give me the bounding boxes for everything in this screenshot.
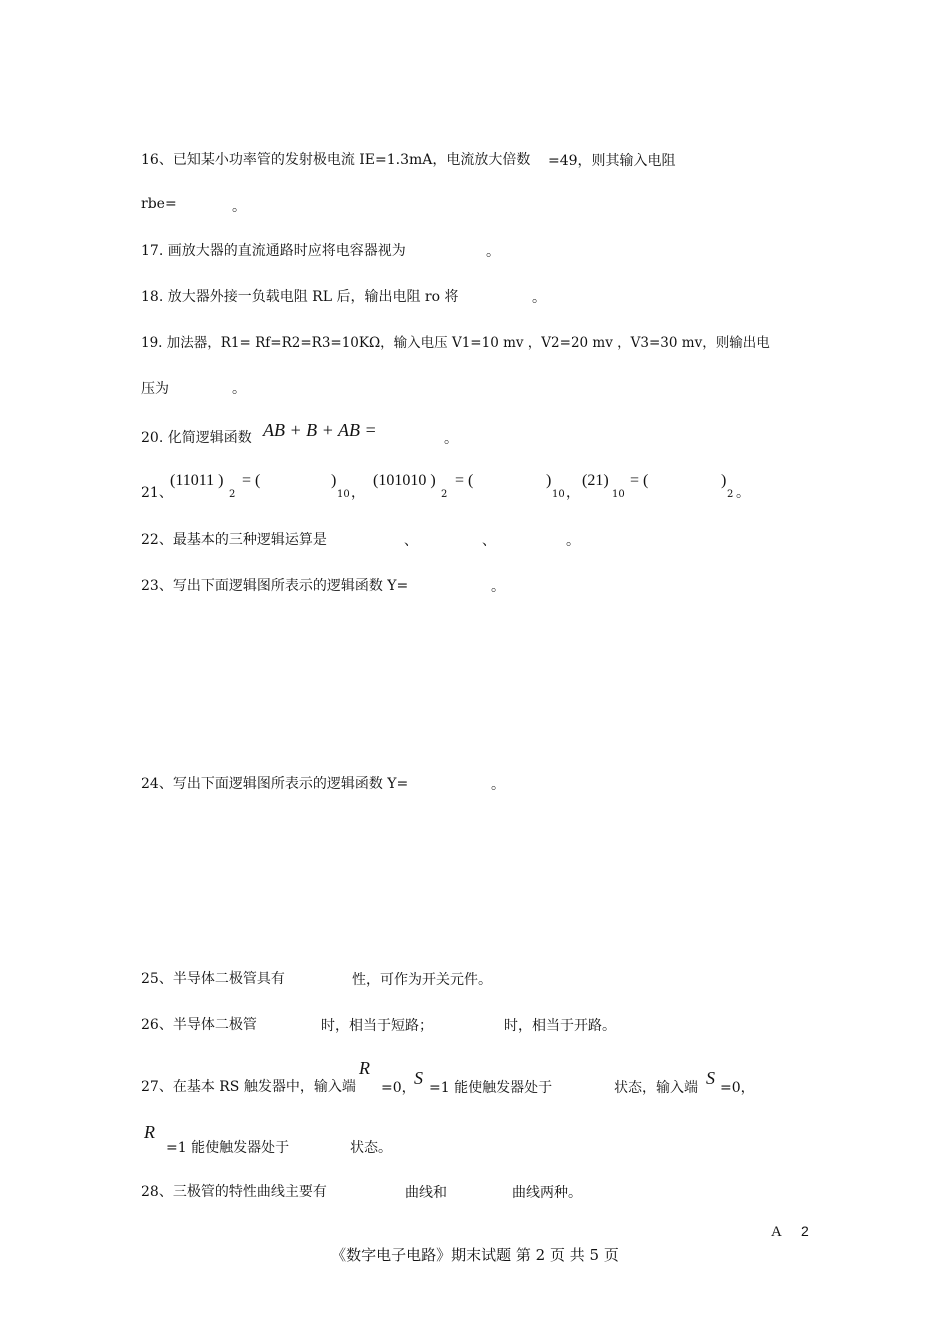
q27-text-f: =1 能使触发器处于 bbox=[166, 1140, 290, 1156]
q27-text-g: 状态。 bbox=[350, 1140, 392, 1156]
q27-text-e: =0， bbox=[720, 1080, 755, 1096]
question-24: 24、写出下面逻辑图所表示的逻辑函数 Y= bbox=[141, 776, 409, 792]
q20-expression: AB + B + AB = bbox=[263, 420, 377, 440]
q21-close-1: ) bbox=[331, 472, 337, 489]
q21-period: 。 bbox=[736, 485, 750, 501]
q21-prefix: 21、 bbox=[141, 485, 173, 501]
q27-text-c: =1 能使触发器处于 bbox=[429, 1080, 553, 1096]
var-r-2: R bbox=[144, 1122, 155, 1142]
question-28: 28、三极管的特性曲线主要有 bbox=[141, 1184, 327, 1200]
var-s-2: S bbox=[706, 1068, 715, 1088]
q20-period: 。 bbox=[444, 431, 458, 447]
q21-number-2: (101010 ) bbox=[373, 472, 436, 489]
q21-close-3: ) bbox=[721, 472, 727, 489]
q18-period: 。 bbox=[532, 290, 546, 306]
question-16 bbox=[141, 150, 530, 170]
q24-period: 。 bbox=[491, 777, 505, 793]
q21-eq-1: = ( bbox=[242, 472, 261, 489]
question-19: 19. 加法器，R1= Rf=R2=R3=10KΩ，输入电压 V1=10 mv ，V2=20 mv ，V3=30 mv，则输出电 bbox=[141, 335, 770, 351]
q21-eq-3: = ( bbox=[630, 472, 649, 489]
q22-period: 。 bbox=[566, 533, 580, 549]
q21-close-2: ) bbox=[546, 472, 552, 489]
question-18: 18. 放大器外接一负载电阻 RL 后，输出电阻 ro 将 bbox=[141, 289, 459, 305]
q21-base-3: 2 bbox=[441, 489, 448, 500]
q21-eq-2: = ( bbox=[455, 472, 474, 489]
q22-sep-1: 、 bbox=[404, 533, 418, 549]
q21-base-4: 10 bbox=[552, 489, 565, 500]
question-17: 17. 画放大器的直流通路时应将电容器视为 bbox=[141, 243, 406, 259]
q26-text-c: 时，相当于开路。 bbox=[504, 1018, 616, 1034]
q23-period: 。 bbox=[491, 579, 505, 595]
q21-number-3: (21) bbox=[582, 472, 609, 489]
q17-period: 。 bbox=[486, 244, 500, 260]
question-26: 26、半导体二极管 bbox=[141, 1017, 257, 1033]
q28-text-c: 曲线两种。 bbox=[512, 1185, 582, 1201]
question-20: 20. 化简逻辑函数 bbox=[141, 430, 252, 446]
q21-number-1: (11011 ) bbox=[170, 472, 224, 489]
q26-text-b: 时，相当于短路； bbox=[321, 1018, 433, 1034]
question-23: 23、写出下面逻辑图所表示的逻辑函数 Y= bbox=[141, 578, 409, 594]
q19-text-b: 压为 bbox=[141, 381, 169, 397]
question-25: 25、半导体二极管具有 bbox=[141, 971, 285, 987]
var-r-1: R bbox=[359, 1058, 370, 1078]
q19-period: 。 bbox=[232, 381, 246, 397]
q21-base-5: 10 bbox=[612, 489, 625, 500]
page-number-mark: 2 bbox=[801, 1223, 809, 1239]
q25-text-b: 性，可作为开关元件。 bbox=[352, 972, 492, 988]
q16-text-a: 16、已知某小功率管的发射极电流 IE=1.3mA，电流放大倍数 bbox=[141, 152, 531, 168]
q21-comma-1: ， bbox=[351, 485, 365, 501]
question-27: 27、在基本 RS 触发器中，输入端 bbox=[141, 1079, 356, 1095]
question-22: 22、最基本的三种逻辑运算是 bbox=[141, 532, 327, 548]
q21-base-1: 2 bbox=[229, 489, 236, 500]
q16-text-c: rbe= bbox=[141, 196, 177, 212]
q27-text-d: 状态，输入端 bbox=[614, 1080, 698, 1096]
q28-text-b: 曲线和 bbox=[405, 1185, 447, 1201]
var-s-1: S bbox=[414, 1068, 423, 1088]
q21-base-2: 10 bbox=[337, 489, 350, 500]
q16-period: 。 bbox=[232, 199, 246, 215]
q21-base-6: 2 bbox=[727, 489, 734, 500]
q22-sep-2: 、 bbox=[482, 533, 496, 549]
page-footer: 《数字电子电路》期末试题 第 2 页 共 5 页 bbox=[331, 1246, 619, 1264]
q16-text-b: =49，则其输入电阻 bbox=[548, 153, 676, 169]
q21-comma-2: ， bbox=[566, 485, 580, 501]
paper-version-label: A bbox=[771, 1224, 782, 1240]
q27-text-b: =0， bbox=[381, 1080, 416, 1096]
